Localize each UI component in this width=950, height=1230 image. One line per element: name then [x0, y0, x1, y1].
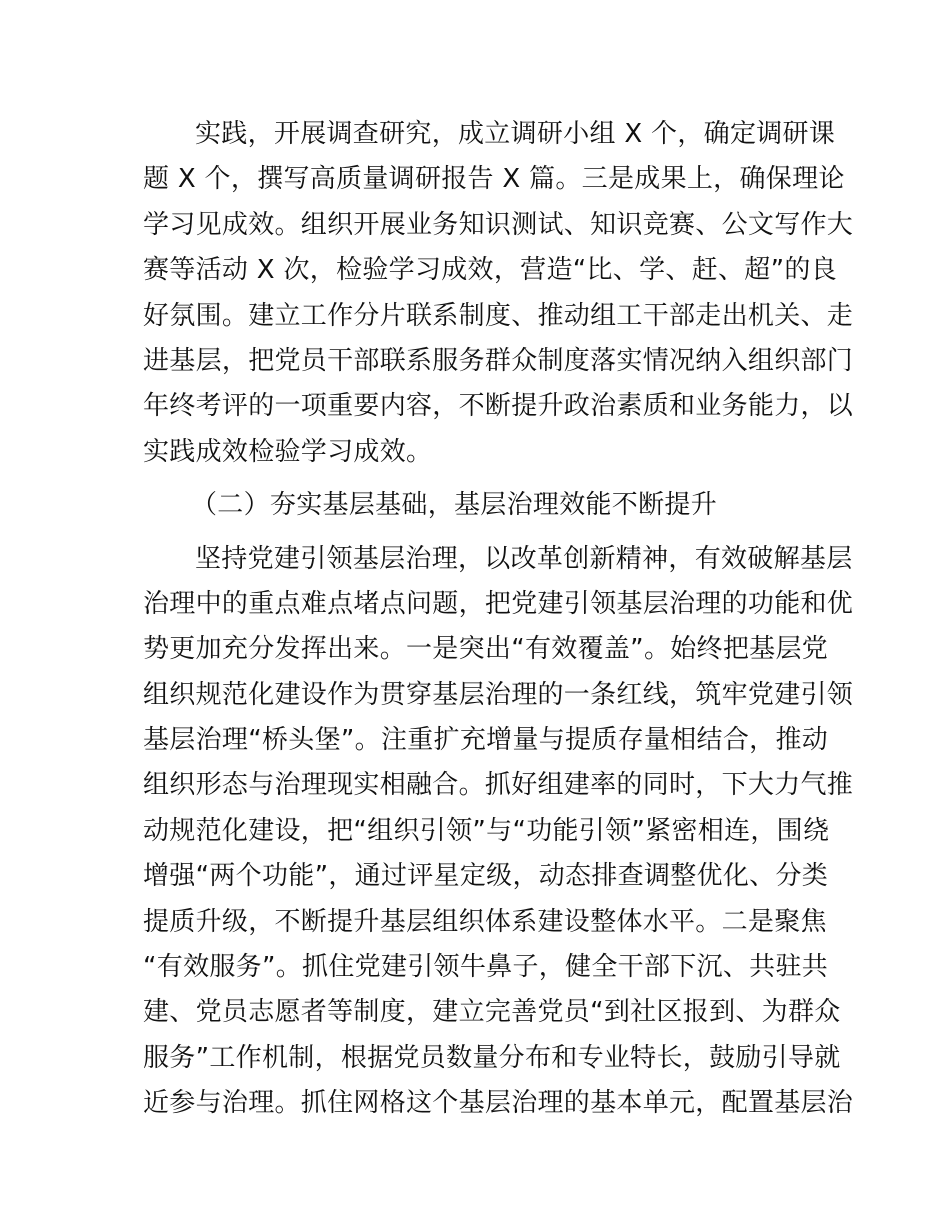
paragraph-line: 建、党员志愿者等制度，建立完善党员“到社区报到、为群众 [143, 997, 841, 1028]
paragraph-1 [143, 112, 854, 475]
paragraph-line: 学习见成效。组织开展业务知识测试、知识竞赛、公文写作大 [143, 209, 854, 240]
paragraph-line: 势更加充分发挥出来。一是突出“有效覆盖”。始终把基层党 [143, 634, 829, 665]
paragraph-2 [143, 537, 854, 1127]
paragraph-line: 基层治理“桥头堡”。注重扩充增量与提质存量相结合，推动 [143, 725, 829, 756]
paragraph-line: 组织形态与治理现实相融合。抓好组建率的同时，下大力气推 [143, 770, 854, 801]
paragraph-line: 坚持党建引领基层治理，以改革创新精神，有效破解基层 [195, 543, 853, 574]
paragraph-line: 增强“两个功能”，通过评星定级，动态排查调整优化、分类 [143, 861, 829, 892]
paragraph-line: 赛等活动 X 次，检验学习成效，营造“比、学、赶、超”的良 [143, 255, 837, 286]
paragraph-line: 治理中的重点难点堵点问题，把党建引领基层治理的功能和优 [143, 588, 854, 619]
paragraph-line: 动规范化建设，把“组织引领”与“功能引领”紧密相连，围绕 [143, 815, 830, 846]
paragraph-line: 实践，开展调查研究，成立调研小组 X 个，确定调研课 [195, 119, 836, 149]
section-heading: （二）夯实基层基础，基层治理效能不断提升 [191, 490, 718, 521]
paragraph-line: 好氛围。建立工作分片联系制度、推动组工干部走出机关、走 [143, 300, 854, 331]
paragraph-line: “有效服务”。抓住党建引领牛鼻子，健全干部下沉、共驻共 [143, 952, 829, 983]
paragraph-line: 提质升级，不断提升基层组织体系建设整体水平。二是聚焦 [143, 906, 827, 937]
paragraph-line: 组织规范化建设作为贯穿基层治理的一条红线，筑牢党建引领 [143, 679, 854, 710]
paragraph-line: 年终考评的一项重要内容，不断提升政治素质和业务能力，以 [143, 391, 854, 422]
document-body [143, 112, 854, 1127]
paragraph-line: 近参与治理。抓住网格这个基层治理的基本单元，配置基层治 [143, 1088, 854, 1119]
paragraph-line: 服务”工作机制，根据党员数量分布和专业特长，鼓励引导就 [143, 1042, 841, 1073]
paragraph-line: 进基层，把党员干部联系服务群众制度落实情况纳入组织部门 [143, 345, 854, 376]
paragraph-line: 题 X 个，撰写高质量调研报告 X 篇。三是成果上，确保理论 [143, 164, 845, 195]
paragraph-line: 实践成效检验学习成效。 [143, 436, 433, 467]
